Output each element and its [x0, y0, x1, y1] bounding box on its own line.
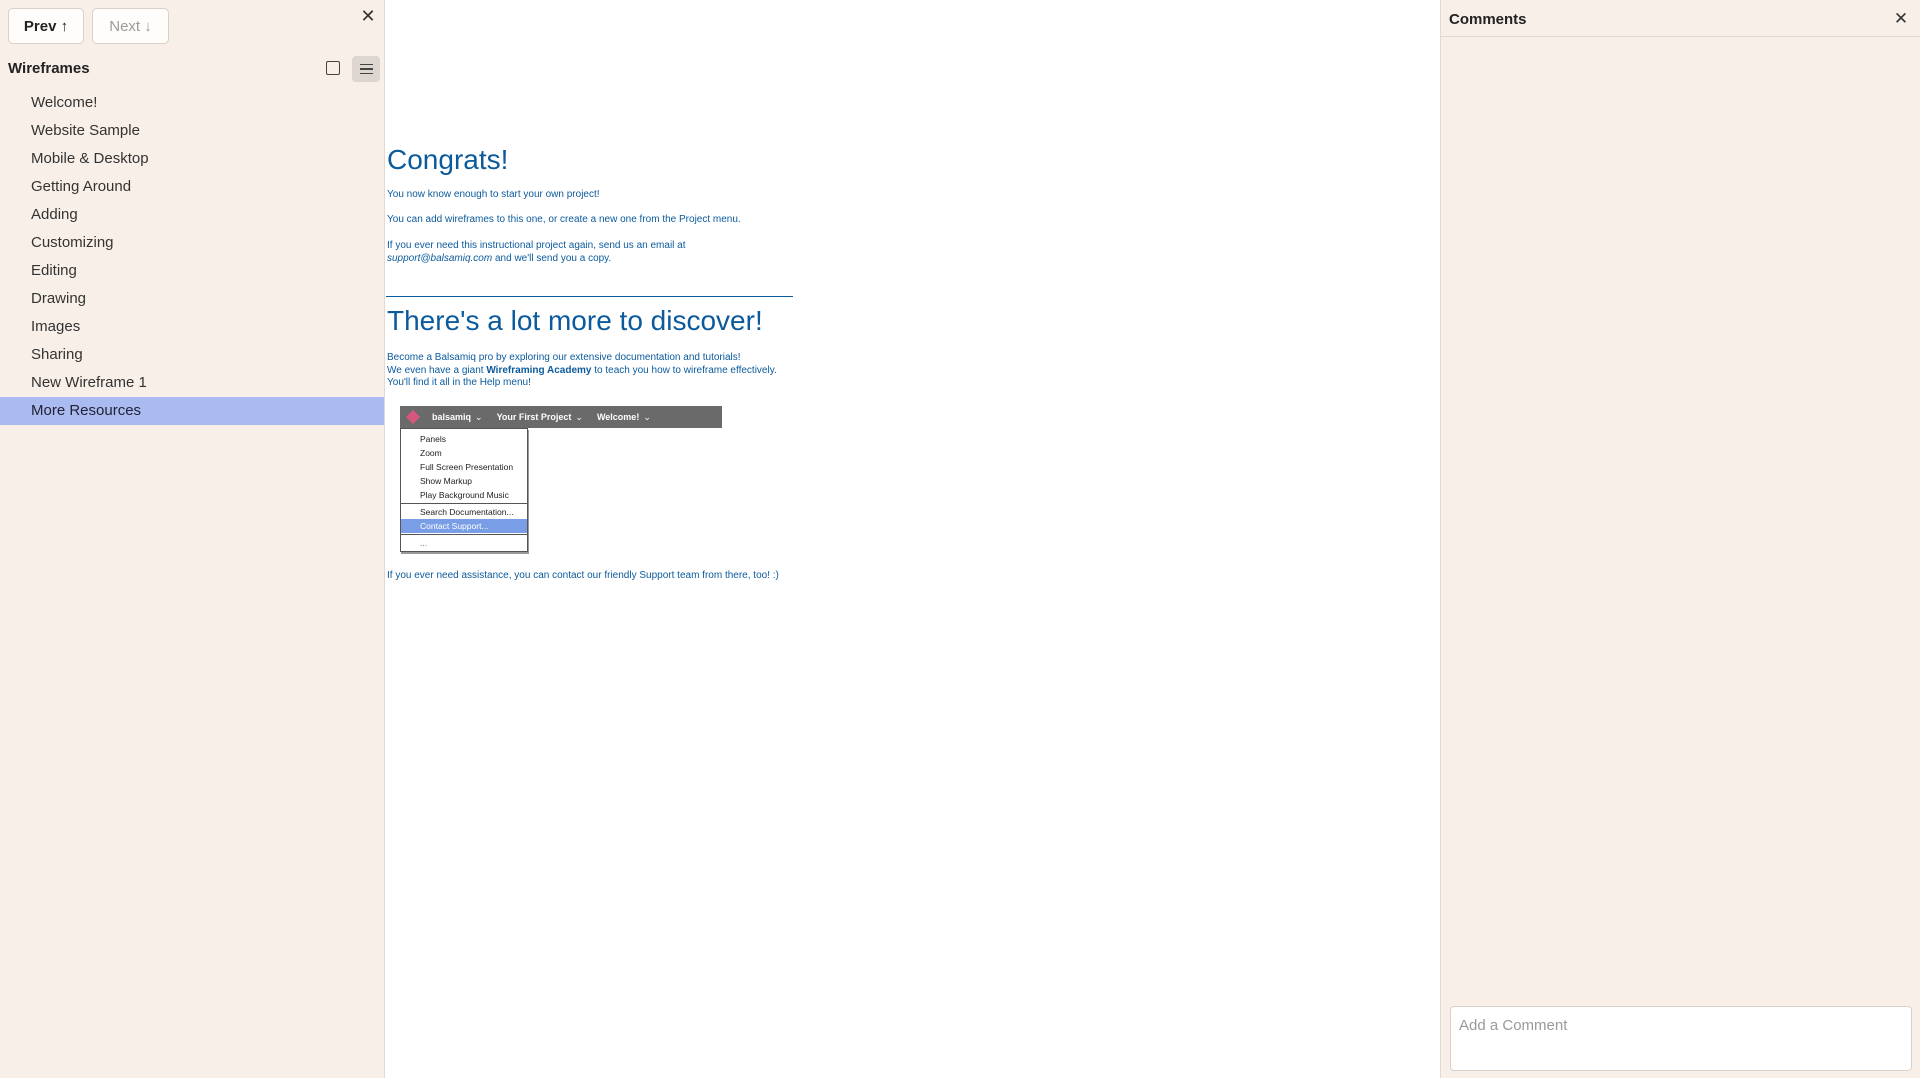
next-button[interactable]: Next ↓	[92, 8, 169, 44]
wireframe-item-drawing[interactable]: Drawing	[31, 290, 87, 307]
wireframe-item-mobile-desktop[interactable]: Mobile & Desktop	[31, 150, 149, 167]
discover-line-3: You'll find it all in the Help menu!	[387, 377, 531, 388]
dropdown-item-panels: Panels	[420, 434, 446, 444]
dropdown-separator	[401, 534, 527, 535]
add-comment-input[interactable]	[1450, 1006, 1912, 1071]
wireframe-item-adding[interactable]: Adding	[31, 206, 78, 223]
menu-title-welcome: Welcome! ⌄	[596, 411, 651, 422]
discover-line-1: Become a Balsamiq pro by exploring our extensive documentation and tutorials!	[387, 352, 741, 363]
dropdown-item-zoom: Zoom	[420, 448, 442, 458]
wireframe-item-more-resources[interactable]: More Resources	[0, 397, 384, 425]
wireframe-item-getting-around[interactable]: Getting Around	[31, 178, 132, 195]
menu-title-project: Your First Project ⌄	[496, 411, 583, 422]
discover-line-2-post: to teach you how to wireframe effectively.	[591, 364, 777, 376]
dropdown-item-show-markup: Show Markup	[420, 476, 472, 486]
wireframe-item-sharing[interactable]: Sharing	[31, 346, 83, 363]
wireframe-canvas[interactable]	[386, 0, 1440, 1078]
prev-button[interactable]: Prev ↑	[8, 8, 84, 44]
grid-view-icon[interactable]	[326, 61, 340, 75]
dropdown-item-more: ...	[420, 538, 428, 548]
wireframe-item-images[interactable]: Images	[31, 318, 81, 335]
congrats-heading: Congrats!	[387, 144, 509, 175]
section-divider	[386, 296, 793, 297]
wireframe-item-new-wireframe-1[interactable]: New Wireframe 1	[31, 374, 147, 391]
discover-line-2-pre: We even have a giant	[387, 364, 487, 376]
balsamiq-logo-icon	[406, 410, 420, 424]
congrats-text-3	[387, 240, 847, 265]
congrats-text-1: You now know enough to start your own project!	[387, 189, 600, 200]
comments-panel	[1440, 0, 1920, 1078]
list-view-icon[interactable]	[352, 56, 380, 82]
sidebar-title: Wireframes	[8, 60, 90, 77]
menu-title-balsamiq: balsamiq ⌄	[432, 411, 483, 422]
comments-header	[1441, 0, 1920, 37]
dropdown-item-background-music: Play Background Music	[420, 490, 509, 500]
support-text: If you ever need assistance, you can contact our friendly Support team from there, too! :)	[387, 570, 779, 581]
comments-title: Comments	[1449, 11, 1527, 28]
help-dropdown-image	[400, 428, 528, 552]
instruction-tail: and we'll send you a copy.	[492, 252, 612, 264]
congrats-text-2: You can add wireframes to this one, or create a new one from the Project menu.	[387, 214, 741, 225]
close-icon[interactable]: ✕	[360, 5, 376, 26]
wireframe-item-customizing[interactable]: Customizing	[31, 234, 114, 251]
wireframes-sidebar	[0, 0, 385, 1078]
close-icon[interactable]: ✕	[1893, 9, 1909, 28]
dropdown-item-full-screen: Full Screen Presentation	[420, 462, 514, 472]
support-email: support@balsamiq.com	[387, 252, 493, 264]
discover-heading: There's a lot more to discover!	[387, 305, 763, 336]
discover-text	[387, 352, 827, 390]
instruction-text: If you ever need this instructional project again, send us an email at	[387, 240, 686, 251]
wireframe-item-website-sample[interactable]: Website Sample	[31, 122, 140, 139]
wireframe-list	[0, 89, 384, 425]
dropdown-item-contact-support: Contact Support...	[401, 519, 527, 533]
wireframe-item-welcome[interactable]: Welcome!	[31, 94, 98, 111]
menu-bar-image	[400, 406, 722, 428]
dropdown-separator	[401, 503, 527, 504]
wireframe-item-editing[interactable]: Editing	[31, 262, 77, 279]
wireframing-academy-text: Wireframing Academy	[486, 364, 592, 376]
dropdown-item-search-docs: Search Documentation...	[420, 507, 514, 517]
